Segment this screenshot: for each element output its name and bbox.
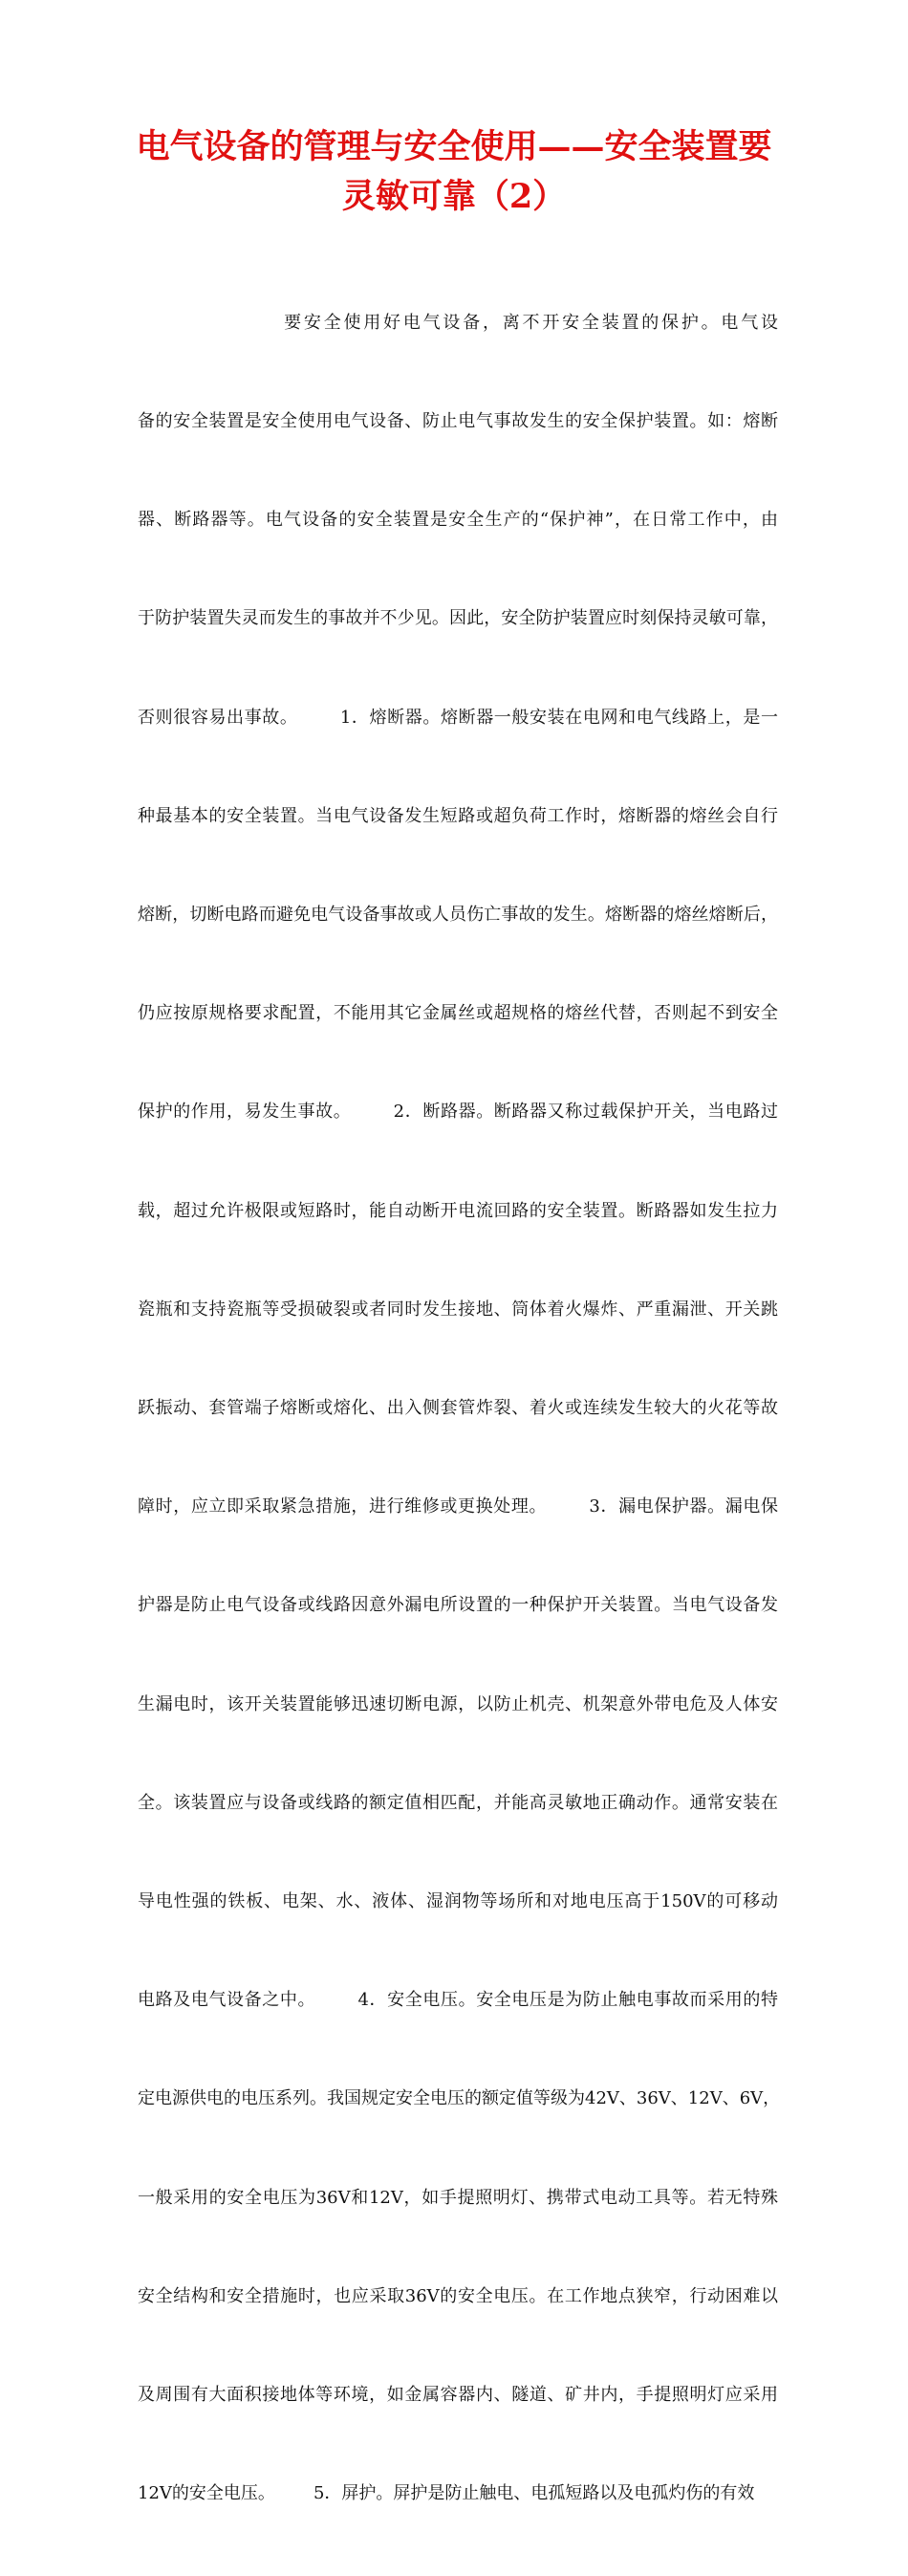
document-title	[96, 122, 812, 222]
body-line: 电路及电气设备之中。 4．安全电压。安全电压是为防止触电事故而采用的特	[138, 1990, 778, 2011]
body-line: 否则很容易出事故。 1．熔断器。熔断器一般安装在电网和电气线路上，是一	[138, 707, 778, 728]
body-line: 载，超过允许极限或短路时，能自动断开电流回路的安全装置。断路器如发生拉力	[138, 1200, 778, 1221]
body-line: 导电性强的铁板、电架、水、液体、湿润物等场所和对地电压高于150V的可移动	[138, 1891, 778, 1912]
body-line: 跃振动、套管端子熔断或熔化、出入侧套管炸裂、着火或连续发生较大的火花等故	[138, 1398, 778, 1419]
body-line: 备的安全装置是安全使用电气设备、防止电气事故发生的安全保护装置。如：熔断	[138, 411, 778, 432]
body-line: 要安全使用好电气设备，离不开安全装置的保护。电气设	[138, 312, 778, 333]
body-line: 种最基本的安全装置。当电气设备发生短路或超负荷工作时，熔断器的熔丝会自行	[138, 805, 778, 826]
title-line-1: 电气设备的管理与安全使用——安全装置要	[136, 127, 772, 166]
document-body	[138, 241, 781, 2576]
body-line: 及周围有大面积接地体等环境，如金属容器内、隧道、矿井内，手提照明灯应采用	[138, 2385, 778, 2406]
body-line: 定电源供电的电压系列。我国规定安全电压的额定值等级为42V、36V、12V、6V，	[138, 2088, 781, 2109]
body-line: 安全结构和安全措施时，也应采取36V的安全电压。在工作地点狭窄，行动困难以	[138, 2285, 778, 2306]
body-line: 器、断路器等。电气设备的安全装置是安全生产的“保护神”，在日常工作中，由	[138, 510, 778, 531]
body-line: 一般采用的安全电压为36V和12V，如手提照明灯、携带式电动工具等。若无特殊	[138, 2187, 778, 2208]
body-line: 保护的作用，易发生事故。 2．断路器。断路器又称过载保护开关，当电路过	[138, 1102, 778, 1123]
body-line: 12V的安全电压。 5．屏护。屏护是防止触电、电孤短路以及电孤灼伤的有效	[138, 2483, 755, 2504]
body-line: 生漏电时，该开关装置能够迅速切断电源，以防止机壳、机架意外带电危及人体安	[138, 1693, 778, 1714]
title-line-2: 灵敏可靠（2）	[341, 177, 567, 216]
body-line: 瓷瓶和支持瓷瓶等受损破裂或者同时发生接地、筒体着火爆炸、严重漏泄、开关跳	[138, 1299, 778, 1320]
body-line: 于防护装置失灵而发生的事故并不少见。因此，安全防护装置应时刻保持灵敏可靠，	[138, 608, 778, 629]
body-line: 仍应按原规格要求配置，不能用其它金属丝或超规格的熔丝代替，否则起不到安全	[138, 1003, 778, 1024]
body-line: 护器是防止电气设备或线路因意外漏电所设置的一种保护开关装置。当电气设备发	[138, 1595, 778, 1616]
body-line: 全。该装置应与设备或线路的额定值相匹配，并能高灵敏地正确动作。通常安装在	[138, 1792, 778, 1813]
body-line: 熔断，切断电路而避免电气设备事故或人员伤亡事故的发生。熔断器的熔丝熔断后，	[138, 905, 778, 926]
body-line: 障时，应立即采取紧急措施，进行维修或更换处理。 3．漏电保护器。漏电保	[138, 1496, 778, 1517]
